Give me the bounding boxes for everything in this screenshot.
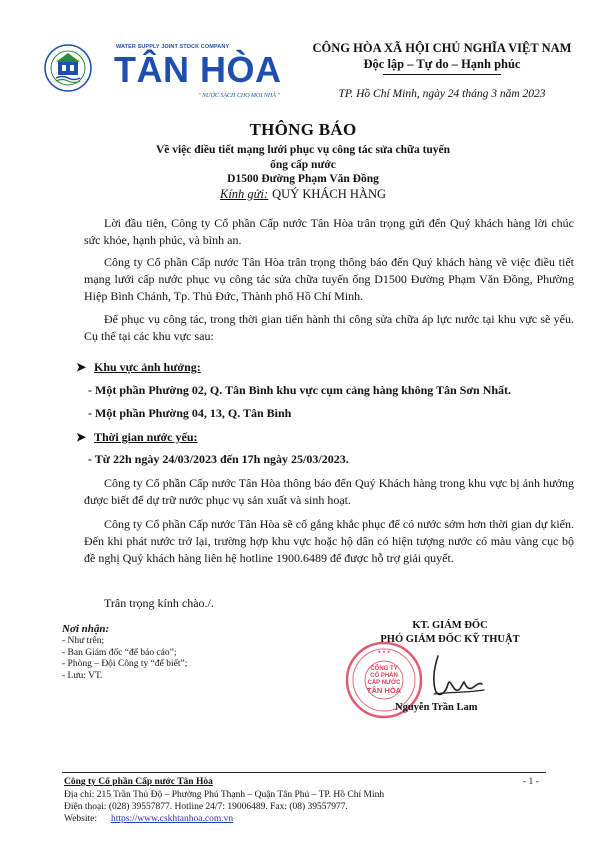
handwritten-signature-icon xyxy=(420,648,490,708)
footer-address: Địa chỉ: 215 Trần Thủ Độ – Phường Phú Thạnh – Quận Tân Phú – TP. Hồ Chí Minh xyxy=(64,790,385,800)
company-logo-icon xyxy=(44,44,92,92)
nation-heading: CÔNG HÒA XÃ HỘI CHỦ NGHĨA VIỆT NAM xyxy=(312,41,572,55)
subtitle-line-2: D1500 Đường Phạm Văn Đồng xyxy=(227,173,379,185)
signature-title-1: KT. GIÁM ĐỐC xyxy=(412,620,488,631)
arrow-bullet-icon: ➤ xyxy=(76,360,87,374)
nation-motto: Độc lập – Tự do – Hạnh phúc xyxy=(363,57,521,71)
weak-time-heading xyxy=(76,430,198,445)
recipients-list xyxy=(62,622,187,682)
seal-text-low: CẤP NƯỚC xyxy=(367,680,401,686)
seal-text-mid: CỔ PHẦN xyxy=(370,673,398,679)
company-english-name: WATER SUPPLY JOINT STOCK COMPANY xyxy=(116,44,230,50)
signature-title-2: PHÓ GIÁM ĐỐC KỸ THUẬT xyxy=(380,634,520,645)
paragraph-intro: Lời đầu tiên, Công ty Cổ phần Cấp nước Tân Hòa trân trọng gửi đến Quý khách hàng lời chúc sức khỏe, hạnh phúc, và bình an. xyxy=(84,216,574,247)
footer-website xyxy=(64,814,233,824)
weak-time-label: Thời gian nước yếu: xyxy=(94,430,198,444)
weak-time-item: - Từ 22h ngày 24/03/2023 đến 17h ngày 25/03/2023. xyxy=(88,452,349,466)
website-label: Website: xyxy=(64,814,98,824)
recipient-item: - Ban Giám đốc “để báo cáo”; xyxy=(62,647,177,658)
seal-text-top: CÔNG TY xyxy=(370,666,398,672)
affected-area-heading xyxy=(76,360,201,375)
document-subtitle xyxy=(150,143,456,187)
svg-text:★ ★ ★: ★ ★ ★ xyxy=(377,649,391,654)
recipient-item: - Phòng – Đội Công ty “để biết”; xyxy=(62,659,188,669)
affected-area-item: - Một phần Phường 04, 13, Q. Tân Bình xyxy=(88,406,292,420)
document-title: THÔNG BÁO xyxy=(249,120,357,139)
recipients-heading: Nơi nhận: xyxy=(62,623,110,635)
paragraph-notice: Công ty Cổ phần Cấp nước Tân Hòa trân trọng thông báo đến Quý khách hàng về việc điều tiết mạng lưới cấp nước phục vụ công tác sửa chữa tuyến ống D1500 Đường Phạm Văn Đồng, Phường Hiệp Bình Chánh, Tp. Thủ Đức, Thành phố Hồ Chí Minh. xyxy=(84,255,574,303)
footer-company: Công ty Cổ phần Cấp nước Tân Hòa xyxy=(64,777,213,787)
subtitle-line-1: Về việc điều tiết mạng lưới phục vụ công tác sửa chữa tuyến ống cấp nước xyxy=(155,144,451,171)
motto-underline xyxy=(383,74,501,75)
greeting-recipient: QUÝ KHÁCH HÀNG xyxy=(272,187,387,201)
greeting xyxy=(0,187,606,202)
seal-name: TÂN HÒA xyxy=(366,686,402,695)
closing-line: Trân trọng kính chào./. xyxy=(104,596,214,610)
brand-slogan: " NƯỚC SẠCH CHO MỌI NHÀ " xyxy=(198,93,280,99)
paragraph-pressure: Để phục vụ công tác, trong thời gian tiến hành thi công sửa chữa áp lực nước tại khu vực sẽ yếu. Cụ thể tại các khu vực sau: xyxy=(84,312,574,343)
brand-name: TÂN HÒA xyxy=(114,49,282,90)
paragraph-reserve-water: Công ty Cổ phần Cấp nước Tân Hòa thông báo đến Quý Khách hàng trong khu vực bị ảnh hưởng được biết để dự trữ nước phục vụ sản xuất và sinh hoạt. xyxy=(84,476,574,507)
place-date: TP. Hồ Chí Minh, ngày 24 tháng 3 năm 2023 xyxy=(338,88,546,100)
greeting-label: Kính gửi: xyxy=(219,187,269,201)
website-link[interactable]: https://www.cskhtanhoa.com.vn xyxy=(111,814,234,824)
footer-divider xyxy=(62,772,546,773)
page-number: - 1 - xyxy=(523,777,539,787)
signer-name: Nguyễn Trần Lam xyxy=(395,702,478,713)
affected-area-item: - Một phần Phường 02, Q. Tân Bình khu vực cụm cảng hàng không Tân Sơn Nhất. xyxy=(88,383,512,397)
arrow-bullet-icon: ➤ xyxy=(76,430,87,444)
recipient-item: - Lưu: VT. xyxy=(62,670,103,681)
affected-area-label: Khu vực ảnh hưởng: xyxy=(94,360,201,374)
paragraph-hotline: Công ty Cổ phần Cấp nước Tân Hòa sẽ cố gắng khắc phục để có nước sớm hơn thời gian dự kiến. Đến khi phát nước trở lại, trường hợp khu vực hoặc hộ dân có hiện tượng nước có màu vàng cục bộ đề nghị Quý khách hàng liên hệ hotline 1900.6489 để được hỗ trợ giải quyết. xyxy=(84,517,574,565)
footer-phone: Điện thoại: (028) 39557877. Hotline 24/7: 19006489. Fax: (08) 39557977. xyxy=(64,802,348,812)
recipient-item: - Như trên; xyxy=(62,636,105,646)
